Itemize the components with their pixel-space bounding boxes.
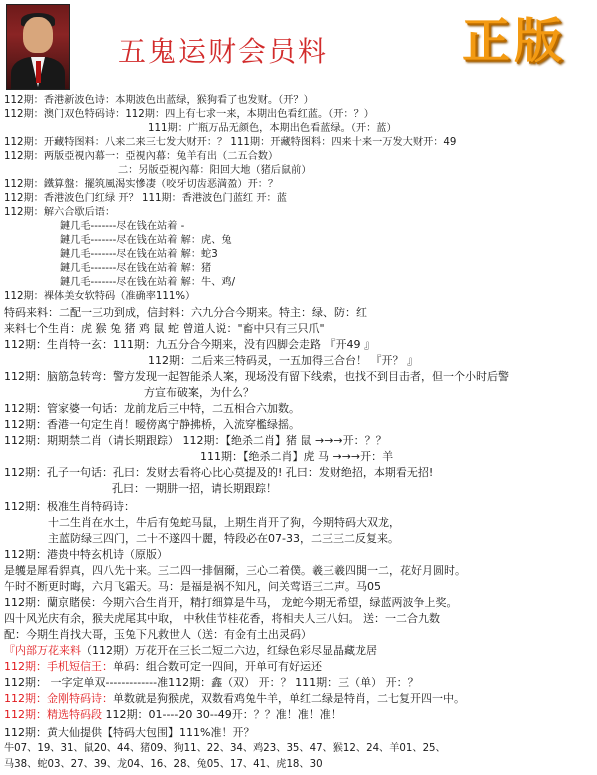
text-line-rest: 112期：01----20 30--49开：？？准！准！准！	[102, 708, 342, 721]
highlight-label: 112期：金刚特码诗：	[4, 692, 113, 705]
text-line-rest: 单码：组合数可定一四间，开单可有好运还	[113, 660, 322, 673]
text-line: 112期： 一字定单双-------------准112期：鑫（双） 开：？ 111期：三（单） 开：？	[4, 676, 419, 689]
highlight-label: 112期：手机短信王：	[4, 660, 113, 673]
text-line: 112期：裸体美女软特码（准确率111%）	[4, 291, 196, 302]
author-portrait	[6, 4, 70, 90]
text-line: 112期：管家婆一句话：龙前龙后三中特，二五相合六加数。	[4, 402, 300, 415]
text-line-rest: 单数就是狗猴虎，双数看鸡兔牛羊，单红二绿是特肖，二七复开四一中。	[113, 692, 465, 705]
text-line: 112期：脑筋急转弯：警方发现一起智能杀人案，现场没有留下线索，也找不到目击者，但一个小时后警	[4, 370, 509, 383]
text-line: 鏈几毛-------尽在钱在站着 -	[60, 221, 185, 232]
text-line: 午时不断更时晦，六月飞霜天。马：是福是祸不知凡，问关莺语三二声。马05	[4, 580, 381, 593]
text-line: 鏈几毛-------尽在钱在站着 解：虎、兔	[60, 235, 232, 246]
text-line: 112期：蘭京賭侯：今期六合生肖开，精打细算是牛马， 龙蛇今期无希望，绿蓝两波争上奖。	[4, 596, 458, 609]
text-line: 十二生肖在水土，牛后有兔蛇马鼠，上期生肖开了狗，今期特码大双龙，	[48, 516, 400, 529]
text-line: 112期：开藏特图料：八来二来三七发大财开：？ 111期：开藏特图料：四来十来一万发大财开：49	[4, 137, 457, 148]
text-line: 是鹱是犀看貋真，四八先十来。三二四一排個爾，三心二着僕。羲三羲四閧一二，花好月圆时。	[4, 564, 466, 577]
highlight-label: 『内部万花来料	[4, 644, 81, 657]
text-line: 马38、蛇03、27、39、龙04、16、28、兔05、17、41、虎18、30	[4, 759, 323, 770]
text-line: 孔曰：一期肼一招，请长期跟踪！	[112, 482, 277, 495]
text-line: 112期：孔子一句话：孔曰：发财去看将心比心莫提及的! 孔曰：发财绝招，本期看无招!	[4, 466, 434, 479]
text-line: 111期：【绝杀二肖】虎 马 →→→开：羊	[200, 450, 394, 463]
text-line	[4, 708, 342, 722]
page-header	[0, 0, 597, 100]
text-line: 112期：鐵算盤：擺筑風渴实慘凄（咬牙切齿恶満盈）开：？	[4, 179, 279, 190]
text-line: 112期：黄大仙提供【特码大包围】111%准！开？	[4, 726, 255, 739]
text-line-rest: （112期）万花开在三长二短二六边，红绿色彩尽显晶藏龙居	[81, 644, 377, 657]
text-line: 方宣布破案，为什么？	[144, 386, 254, 399]
text-line: 112期：香港一句定生肖！暧傍离宁静拂桥，入流穿檻绿摇。	[4, 418, 300, 431]
logo-text: 正版	[462, 13, 567, 69]
text-line: 四十风光庆有余，猴夫虎尾其中取， 中秋佳节桂花香，将相夫人三八妇。 送：一二合九数	[4, 612, 440, 625]
text-line: 二：另版亞視內幕：阳回大地（猪后鼠前）	[118, 165, 312, 176]
highlight-label: 112期：精选特码段	[4, 708, 102, 721]
text-line: 112期：二后来三特码灵，一五加得三合台！ 『开？ 』	[148, 354, 418, 367]
text-line	[4, 660, 322, 674]
text-line: 112期：香港波色门红绿 开？ 111期：香港波色门蓝红 开：蓝	[4, 193, 287, 204]
text-line: 主蓝防绿三四门，二十不遂四十麗，特段必在07-33，二三三二反复来。	[48, 532, 399, 545]
text-line: 112期：生肖特一玄：111期：九五分合今期来，没有四脚会走路 『开49 』	[4, 338, 375, 351]
text-line: 112期：香港新波色诗：本期波色出蓝绿，猴狗看了也发财。（开？）	[4, 95, 314, 106]
text-line	[4, 692, 465, 706]
text-line: 牛07、19、31、鼠20、44、猪09、狗11、22、34、鸡23、35、47、猴12、24、羊01、25、	[4, 743, 446, 754]
text-line: 来料七个生肖：虎 猴 兔 猪 鸡 鼠 蛇 曾道人说："畜中只有三只爪"	[4, 322, 325, 335]
text-line: 鏈几毛-------尽在钱在站着 解：蛇3	[60, 249, 218, 260]
page-title: 五鬼运财会员料	[118, 35, 329, 68]
text-line: 112期：港贵中特玄机诗（原版）	[4, 548, 168, 561]
text-line: 112期：两版亞視內幕一：亞視內幕：兔羊有出（二五合数）	[4, 151, 279, 162]
text-line: 配：今期生肖找大哥，玉兔下凡救世人（送：有金有土出灵码）	[4, 628, 312, 641]
text-line: 112期：解六合歇后语：	[4, 207, 116, 218]
text-line: 鏈几毛-------尽在钱在站着 解：猪	[60, 263, 212, 274]
text-line	[4, 644, 377, 658]
text-line: 111期：广瓶万品无颜色，本期出色看蓝绿。（开：蓝）	[148, 123, 397, 134]
text-line: 鏈几毛-------尽在钱在站着 解：牛、鸡/	[60, 277, 236, 288]
text-line: 112期：澳门双色特码诗：112期：四上有七求一来，本期出色看红蓝。（开：？）	[4, 109, 374, 120]
text-line: 112期：期期禁二肖（请长期跟踪） 112期：【绝杀二肖】猪 鼠 →→→开：？？	[4, 434, 387, 447]
text-line: 112期：极准生肖特码诗：	[4, 500, 135, 513]
text-line: 特码来料：二配一三功到成，信封料：六九分合今期来。特主：绿、防：红	[4, 306, 367, 319]
